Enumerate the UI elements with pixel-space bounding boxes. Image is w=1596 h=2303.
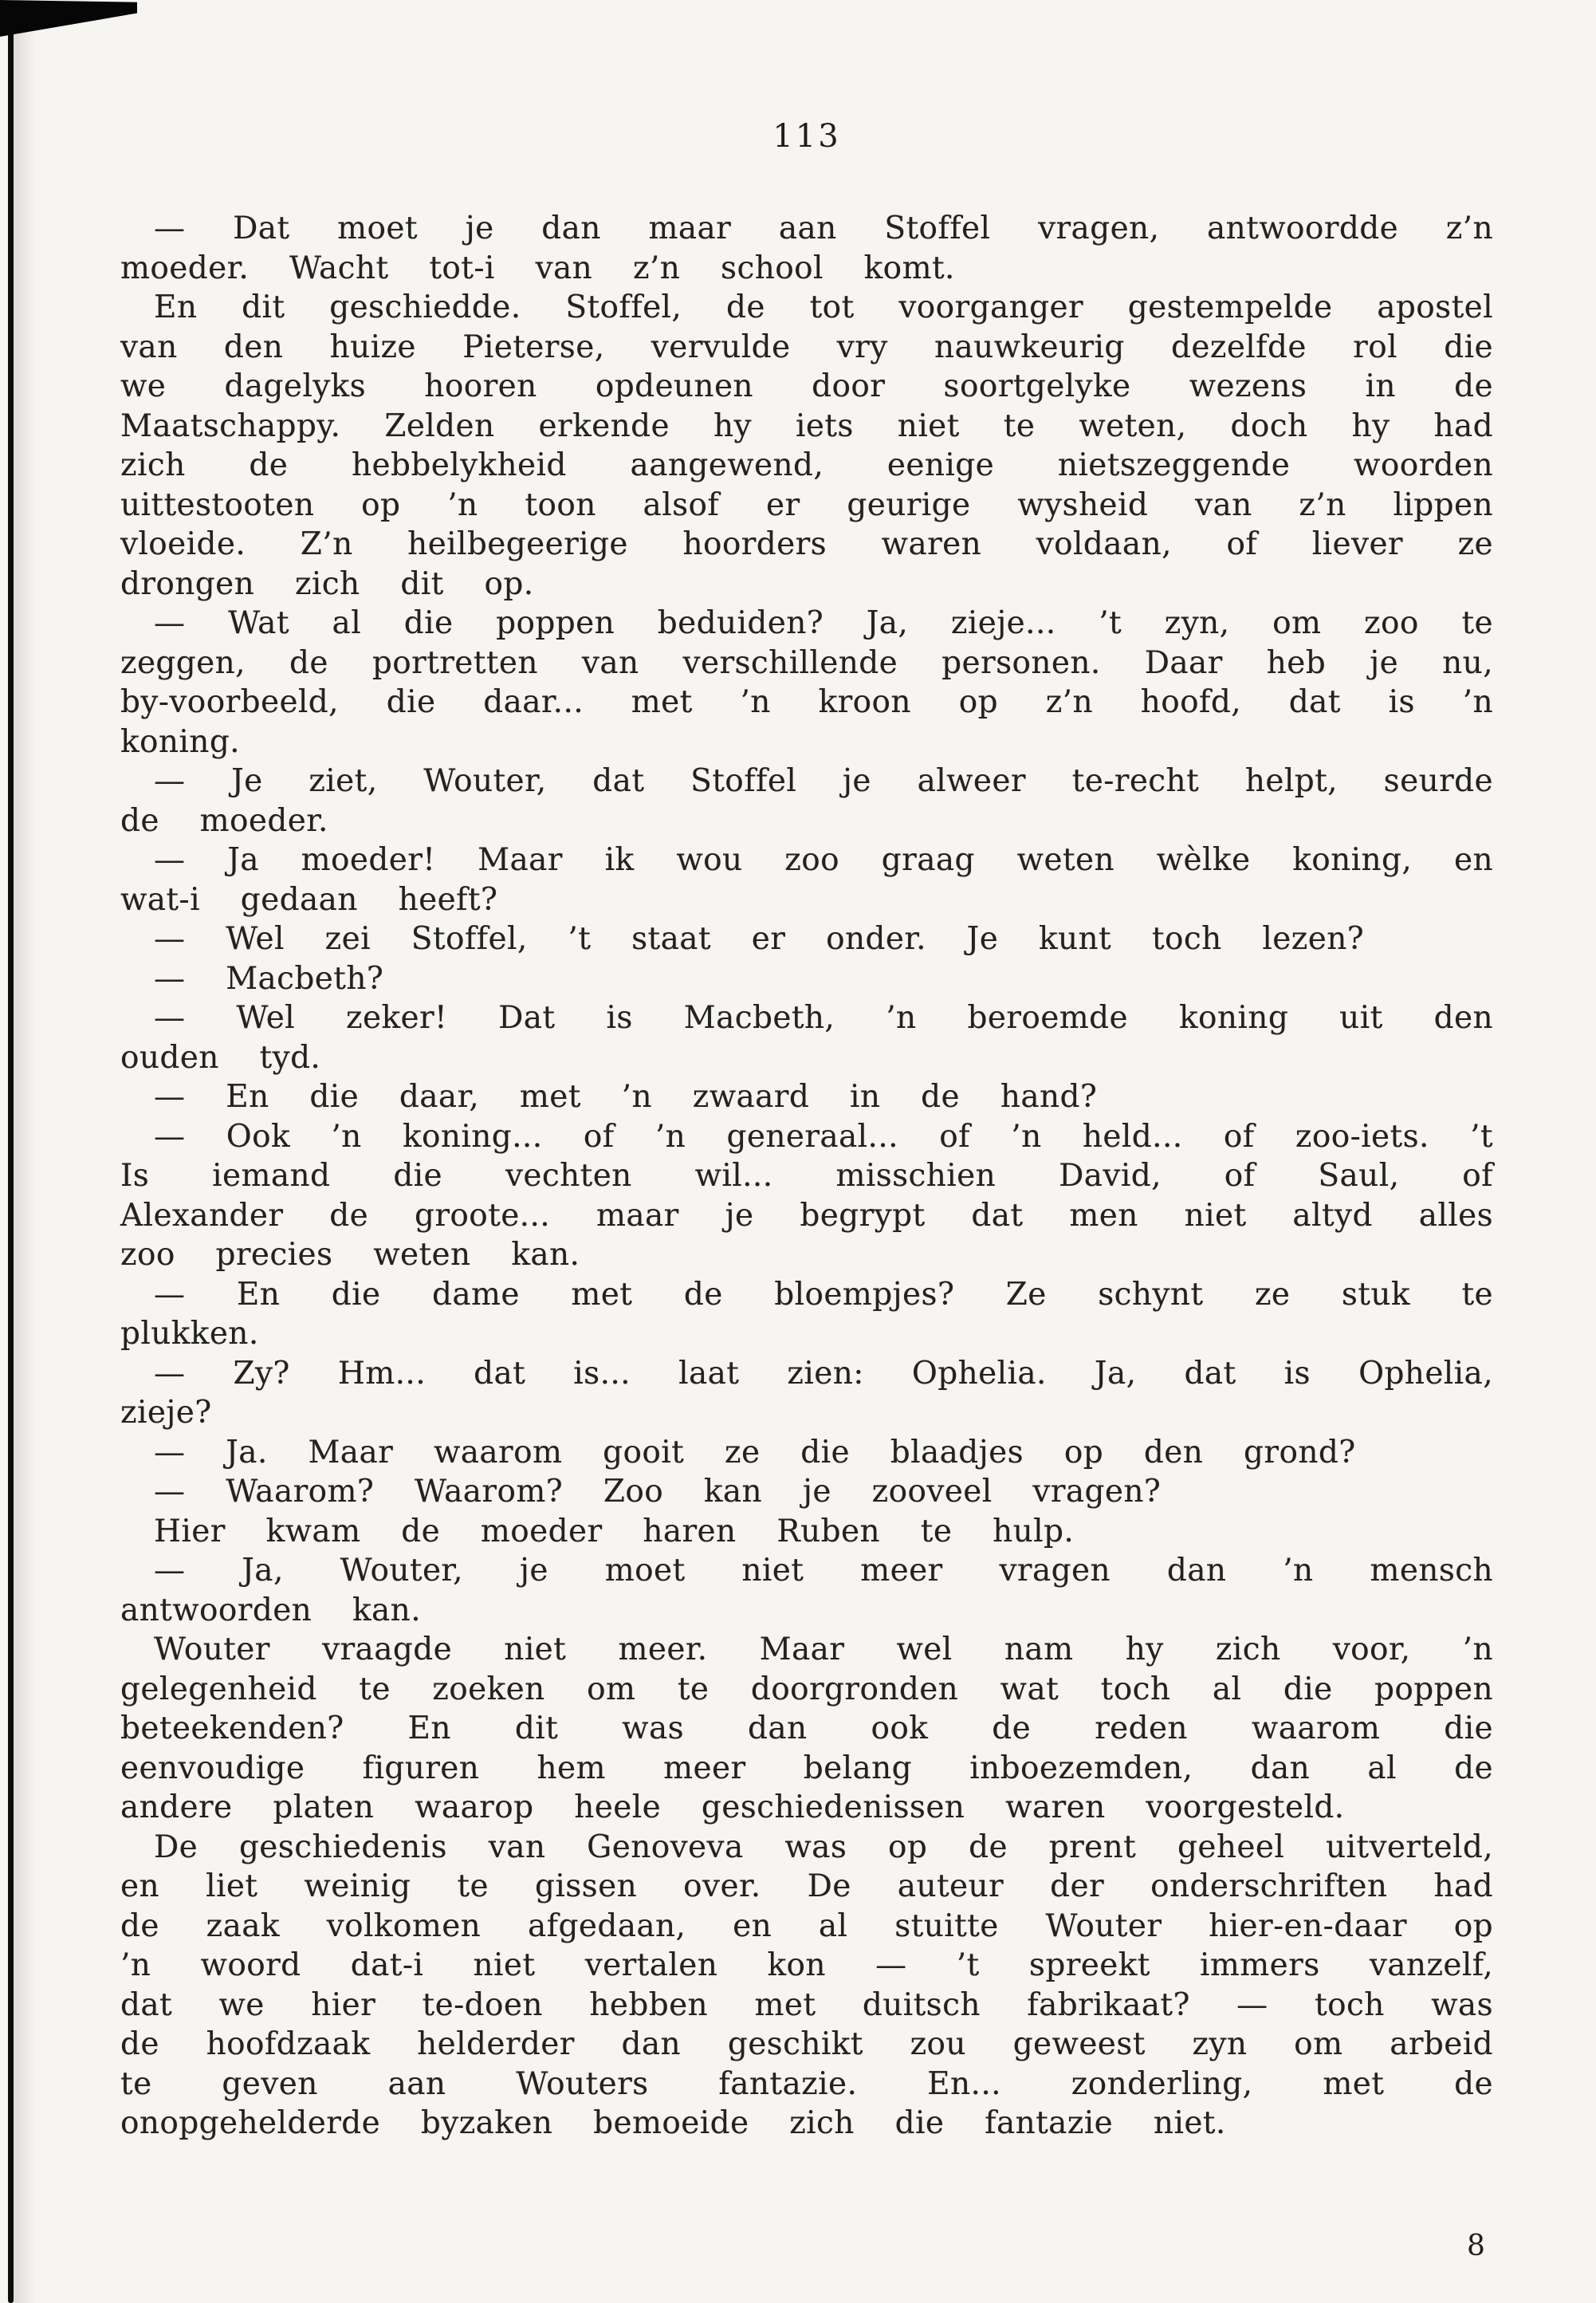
paragraph: — En die dame met de bloempjes? Ze schynt ze stuk te plukken.: [120, 1276, 1493, 1352]
spine-shadow: [14, 0, 36, 2303]
paragraph: — Dat moet je dan maar aan Stoffel vragen, antwoordde z’n moeder. Wacht tot-i van z’n school komt.: [120, 211, 1493, 286]
paragraph: — Ja moeder! Maar ik wou zoo graag weten wèlke koning, en wat-i gedaan heeft?: [120, 842, 1493, 918]
text-block: [120, 209, 1493, 2144]
paragraph: — Macbeth?: [154, 960, 384, 997]
paragraph: — Wel zei Stoffel, ’t staat er onder. Je kunt toch lezen?: [154, 921, 1365, 957]
scan-spine-edge: [8, 13, 14, 2303]
paragraph: — Wat al die poppen beduiden? Ja, zieje... ’t zyn, om zoo te zeggen, de portretten van verschillende personen. Daar heb je nu, by-voorbeeld, die daar... met ’n kroon op z’n hoofd, dat is ’n koning.: [120, 605, 1493, 760]
paragraph: — Je ziet, Wouter, dat Stoffel je alweer te-recht helpt, seurde de moeder.: [120, 763, 1493, 839]
paragraph: En dit geschiedde. Stoffel, de tot voorganger gestempelde apostel van den huize Pieterse, vervulde vry nauwkeurig dezelfde rol die we dagelyks hooren opdeunen door soortgelyke wezens in de Maatschappy. Zelden erkende hy iets niet te weten, doch hy had zich de hebbelykheid aangewend, eenige nietszeggende woorden uittestooten op ’n toon alsof er geurige wysheid van z’n lippen vloeide. Z’n heilbegeerige hoorders waren voldaan, of liever ze drongen zich dit op.: [120, 289, 1493, 602]
paragraph: — Waarom? Waarom? Zoo kan je zooveel vragen?: [154, 1474, 1162, 1510]
scan-corner-mark: [0, 0, 137, 37]
paragraph: — Zy? Hm... dat is... laat zien: Ophelia. Ja, dat is Ophelia, zieje?: [120, 1355, 1493, 1431]
paragraph: — Ja, Wouter, je moet niet meer vragen dan ’n mensch antwoorden kan.: [120, 1553, 1493, 1628]
paragraph: — Wel zeker! Dat is Macbeth, ’n beroemde koning uit den ouden tyd.: [120, 1000, 1493, 1076]
paragraph: Wouter vraagde niet meer. Maar wel nam hy zich voor, ’n gelegenheid te zoeken om te doorgronden wat toch al die poppen beteekenden? En dit was dan ook de reden waarom die eenvoudige figuren hem meer belang inboezemden, dan al de andere platen waarop heele geschiedenissen waren voorgesteld.: [120, 1632, 1493, 1825]
page-number: 113: [772, 118, 841, 155]
paragraph: — En die daar, met ’n zwaard in de hand?: [154, 1079, 1098, 1115]
paragraph: — Ja. Maar waarom gooit ze die blaadjes op den grond?: [154, 1434, 1356, 1470]
signature-mark: 8: [1467, 2230, 1485, 2262]
paragraph: — Ook ’n koning... of ’n generaal... of ’n held... of zoo-iets. ’t Is iemand die vechten wil... misschien David, of Saul, of Alexander de groote... maar je begrypt dat men niet altyd alles zoo precies weten kan.: [120, 1118, 1493, 1273]
paragraph: Hier kwam de moeder haren Ruben te hulp.: [154, 1513, 1075, 1549]
paragraph: De geschiedenis van Genoveva was op de prent geheel uitverteld, en liet weinig te gissen over. De auteur der onderschriften had de zaak volkomen afgedaan, en al stuitte Wouter hier-en-daar op ’n woord dat-i niet vertalen kon — ’t spreekt immers vanzelf, dat we hier te-doen hebben met duitsch fabrikaat? — toch was de hoofdzaak helderder dan geschikt zou geweest zyn om arbeid te geven aan Wouters fantazie. En... zonderling, met de onopgehelderde byzaken bemoeide zich die fantazie niet.: [120, 1829, 1493, 2141]
